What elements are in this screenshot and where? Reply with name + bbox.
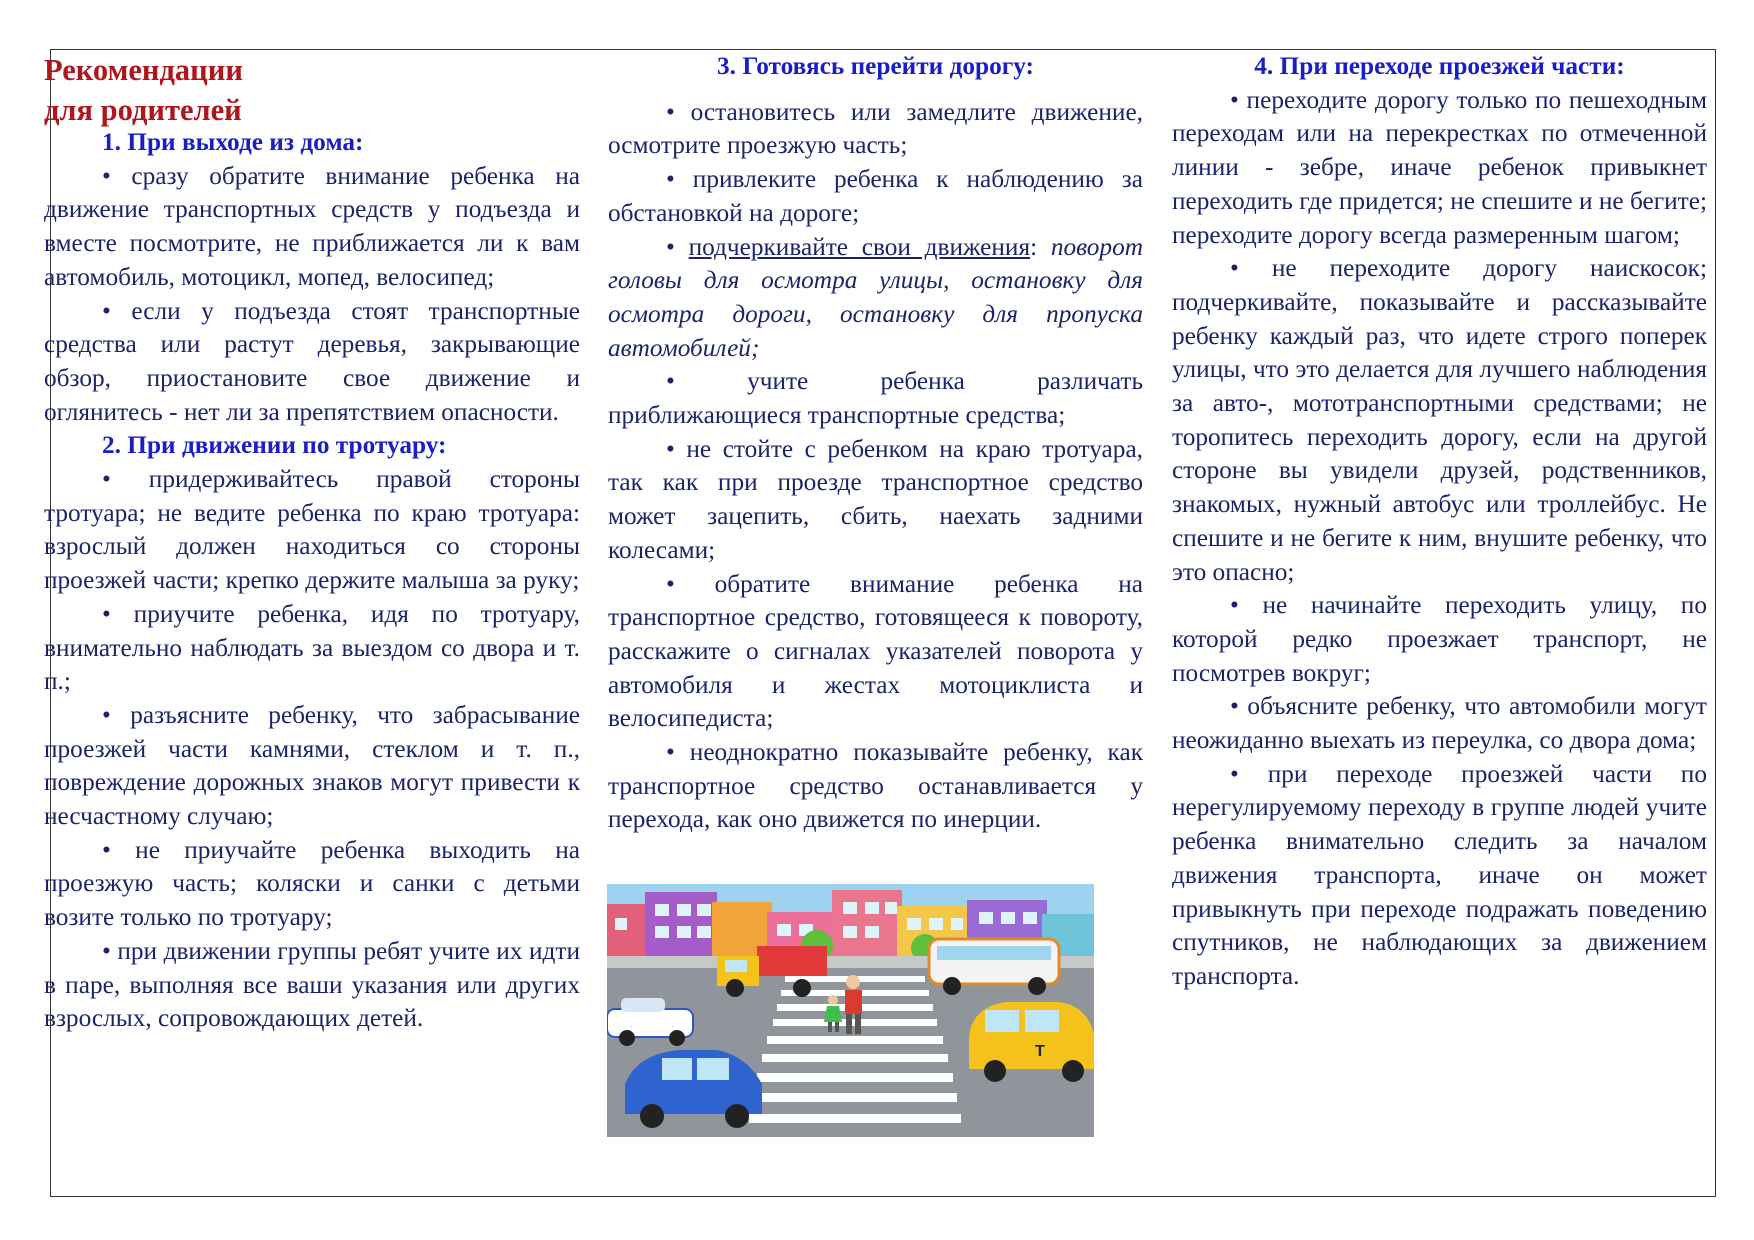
section4-item: • не начинайте переходить улицу, по которой редко проезжает транспорт, не посмотрев вокруг;	[1172, 591, 1707, 687]
italic-phrase: поворот головы для осмотра улицы, остановку для осмотра дороги, остановку для пропуска автомобилей;	[608, 232, 1144, 362]
section3-item-emphasis	[608, 231, 1143, 366]
section4-item: • переходите дорогу только по пешеходным переходам или на перекрестках по отмеченной линии - зебре, иначе ребенок привыкнет переходить где придется; не спешите и не бегите; переходите дорогу всегда размеренным шагом;	[1172, 85, 1707, 249]
section4-item: • при переходе проезжей части по нерегулируемому переходу в группе людей учите ребенка внимательно следить за началом движения транспорта, иначе он может привыкнуть при переходе подражать поведению спутников, не наблюдающих за движением транспорта.	[1172, 759, 1707, 990]
section2-item: • приучите ребенка, идя по тротуару, внимательно наблюдать за выездом со двора и т. п.;	[44, 599, 580, 696]
column-3	[1172, 50, 1707, 994]
section3-item: • остановитесь или замедлите движение, осмотрите проезжую часть;	[608, 97, 1143, 160]
section4-item: • не переходите дорогу наискосок; подчеркивайте, показывайте и рассказывайте ребенку каждый раз, что идете строго поперек улицы, что это делается для лучшего наблюдения за авто-, мототранспортными средствами; не торопитесь переходить дорогу, если на другой стороне вы увидели друзей, родственников, знакомых, нужный автобус или троллейбус. Не спешите и не бегите к ним, внушите ребенку, что это опасно;	[1172, 254, 1707, 586]
colon: :	[1030, 232, 1038, 261]
underlined-phrase: подчеркивайте свои движения	[688, 232, 1031, 261]
section4-heading: 4. При переходе проезжей части:	[1254, 52, 1625, 80]
section3-item: • не стойте с ребенком на краю тротуара, так как при проезде транспортное средство может зацепить, сбить, наехать задними колесами;	[608, 434, 1143, 564]
section2-item: • при движении группы ребят учите их идти в паре, выполняя все ваши указания или других взрослых, сопровождающих детей.	[44, 936, 580, 1033]
section3-item: • неоднократно показывайте ребенку, как транспортное средство останавливается у перехода, как оно движется по инерции.	[608, 738, 1143, 834]
title-line-2: для родителей	[44, 93, 242, 127]
section3-item: • обратите внимание ребенка на транспортное средство, готовящееся к повороту, расскажите о сигналах указателей поворота у автомобиля и жестах мотоциклиста и велосипедиста;	[608, 569, 1143, 733]
section1-heading: 1. При выходе из дома:	[102, 128, 364, 156]
section2-item: • не приучайте ребенка выходить на проезжую часть; коляски и санки с детьми возите только по тротуару;	[44, 835, 580, 932]
column-2	[608, 50, 1143, 837]
street-crossing-illustration	[607, 884, 1094, 1137]
column-1	[44, 50, 580, 1036]
bullet: •	[666, 232, 689, 261]
section2-item: • разъясните ребенку, что забрасывание проезжей части камнями, стеклом и т. п., повреждение дорожных знаков могут привести к несчастному случаю;	[44, 700, 580, 831]
section3-item: • привлеките ребенка к наблюдению за обстановкой на дороге;	[608, 165, 1143, 227]
section1-item: • сразу обратите внимание ребенка на движение транспортных средств у подъезда и вместе посмотрите, не приближается ли к вам автомобиль, мотоцикл, мопед, велосипед;	[44, 161, 580, 291]
section2-item: • придерживайтесь правой стороны тротуара; не ведите ребенка по краю тротуара: взрослый должен находиться со стороны проезжей части; крепко держите малыша за руку;	[44, 465, 580, 595]
section4-item: • объясните ребенку, что автомобили могут неожиданно выехать из переулка, со двора дома;	[1172, 692, 1707, 755]
section1-item: • если у подъезда стоят транспортные средства или растут деревья, закрывающие обзор, приостановите свое движение и оглянитесь - нет ли за препятствием опасности.	[44, 296, 580, 426]
taxi-sign: Т	[1035, 1043, 1045, 1060]
section3-heading: 3. Готовясь перейти дорогу:	[717, 52, 1034, 80]
section2-heading: 2. При движении по тротуару:	[102, 431, 447, 460]
title-line-1: Рекомендации	[44, 53, 243, 87]
section3-item: • учите ребенка различать приближающиеся транспортные средства;	[608, 367, 1143, 430]
